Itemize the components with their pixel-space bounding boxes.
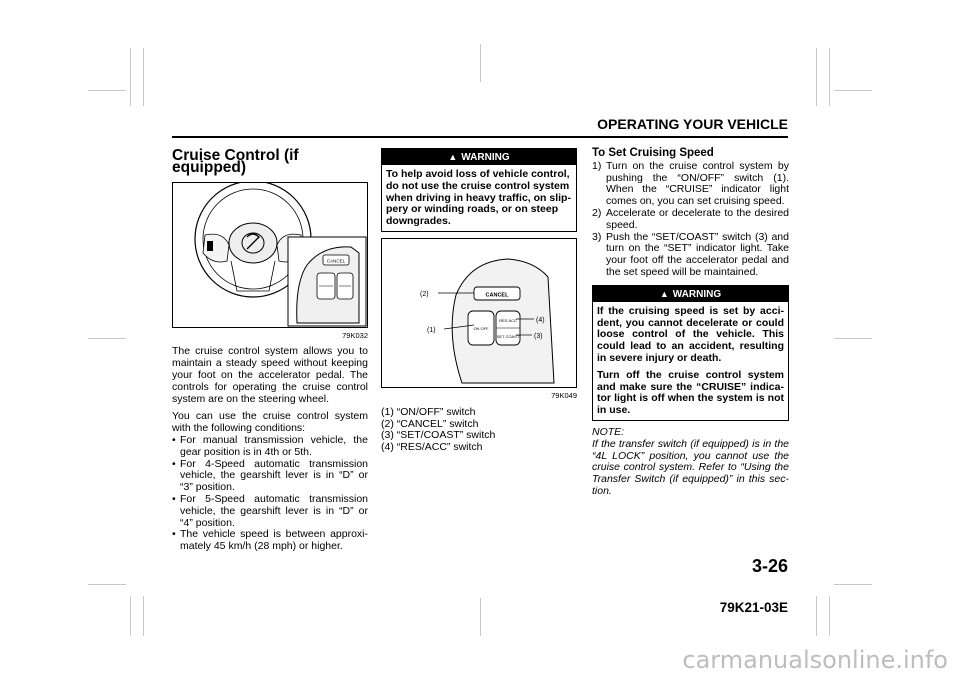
document-code: 79K21-03E <box>719 600 788 615</box>
callout-4: (4) <box>536 316 545 324</box>
condition-item: • For 5-Speed automatic transmission vehicle, the gearshift lever is in “D” or “4” position. <box>172 494 368 529</box>
on-off-button-label: ON OFF <box>473 325 489 331</box>
crop-mark <box>480 598 481 636</box>
subsection-title: To Set Cruising Speed <box>592 147 714 159</box>
cruise-switch-illustration <box>382 239 576 387</box>
condition-item: • The vehicle speed is between approxi-mately 45 km/h (28 mph) or higher. <box>172 529 368 553</box>
callout-2: (2) <box>420 290 429 298</box>
warning-label: WARNING <box>461 152 510 163</box>
condition-item: • For 4-Speed automatic transmission vehicle, the gearshift lever is in “D” or “3” position. <box>172 459 368 494</box>
cancel-button-label: CANCEL <box>485 292 509 299</box>
legend-item: (2) “CANCEL” switch <box>381 417 479 430</box>
watermark: carmanualsonline.info <box>682 646 948 674</box>
crop-mark <box>88 584 126 585</box>
page-number: 3-26 <box>751 556 788 576</box>
column-right <box>592 148 789 498</box>
warning-text <box>593 302 788 420</box>
crop-mark <box>834 338 872 339</box>
step-number: 2) <box>592 206 602 219</box>
crop-mark <box>143 596 144 636</box>
crop-mark <box>834 90 872 91</box>
callout-1: (1) <box>427 326 436 334</box>
set-coast-button-label: SET COAST <box>496 333 520 339</box>
crop-mark <box>829 596 830 636</box>
column-middle <box>381 148 577 454</box>
legend-item: (3) “SET/COAST” switch <box>381 429 496 442</box>
figure2-code: 79K049 <box>551 390 577 400</box>
figure1-cancel-label: CANCEL <box>326 258 346 264</box>
res-acc-button-label: RES ACC <box>499 317 517 323</box>
warning-paragraph: If the cruising speed is set by acci-dent, you cannot decelerate or could loose control of the vehicle. This could lead to an accident, resulting in severe injury or death. <box>597 304 784 364</box>
conditions-list <box>172 435 368 553</box>
warning-triangle-icon: ▲ <box>448 152 458 162</box>
note-label: NOTE: <box>592 425 625 438</box>
warning-box <box>592 285 789 421</box>
header-title: OPERATING YOUR VEHICLE <box>597 116 788 132</box>
crop-mark <box>130 48 131 106</box>
step-text: Accelerate or decelerate to the desired speed. <box>606 206 789 231</box>
callout-3: (3) <box>534 332 543 340</box>
crop-mark <box>88 338 126 339</box>
steps-list <box>592 161 789 279</box>
note-text: If the transfer switch (if equipped) is in the “4L LOCK” position, you cannot use the cruise control system. Refer to “Using the Transfer Switch (if equipped)” in this sec-tion. <box>592 437 789 497</box>
crop-mark <box>88 90 126 91</box>
warning-paragraph: Turn off the cruise control system and make sure the “CRUISE” indica-tor light is off when the system is not in use. <box>597 368 784 417</box>
warning-header <box>593 286 788 302</box>
step-item <box>592 161 789 208</box>
crop-mark <box>143 48 144 106</box>
step-text: Push the “SET/COAST” switch (3) and turn on the “SET” indicator light. Take your foot off the accelerator pedal and the set speed will be maintained. <box>606 230 789 278</box>
steering-wheel-illustration <box>173 183 367 327</box>
crop-mark <box>130 596 131 636</box>
crop-mark <box>829 48 830 106</box>
column-left <box>172 148 368 553</box>
step-text: Turn on the cruise control system by pushing the “ON/OFF” switch (1). When the “CRUISE” indicator light comes on, you can set cruising speed. <box>606 159 789 208</box>
step-item <box>592 232 789 279</box>
step-item <box>592 208 789 232</box>
cruise-switch-figure <box>381 238 577 388</box>
conditions-intro: You can use the cruise control system with the following conditions: <box>172 410 368 435</box>
crop-mark <box>834 584 872 585</box>
warning-text: To help avoid loss of vehicle control, do not use the cruise control system when driving in heavy traffic, on slip-pery or winding roads, or on steep downgrades. <box>386 168 571 228</box>
warning-header <box>382 149 576 165</box>
step-number: 1) <box>592 159 602 172</box>
crop-mark <box>816 48 817 106</box>
intro-paragraph: The cruise control system allows you to maintain a steady speed without keeping your foot on the accelerator pedal. The controls for operating the cruise control system are on the steering wheel. <box>172 345 368 405</box>
condition-item: • For manual transmission vehicle, the gear position is in 4th or 5th. <box>172 435 368 459</box>
step-number: 3) <box>592 230 602 243</box>
header-rule <box>172 136 788 138</box>
crop-mark <box>480 44 481 82</box>
warning-triangle-icon: ▲ <box>659 288 669 299</box>
warning-box <box>381 148 577 232</box>
switch-legend <box>381 407 577 454</box>
crop-mark <box>816 596 817 636</box>
warning-label: WARNING <box>672 288 722 300</box>
legend-item: (1) “ON/OFF” switch <box>381 405 476 418</box>
steering-wheel-figure <box>172 182 368 328</box>
section-title: Cruise Control (if equipped) <box>172 147 299 176</box>
figure1-code: 79K032 <box>342 330 368 340</box>
legend-item: (4) “RES/ACC” switch <box>381 441 483 454</box>
